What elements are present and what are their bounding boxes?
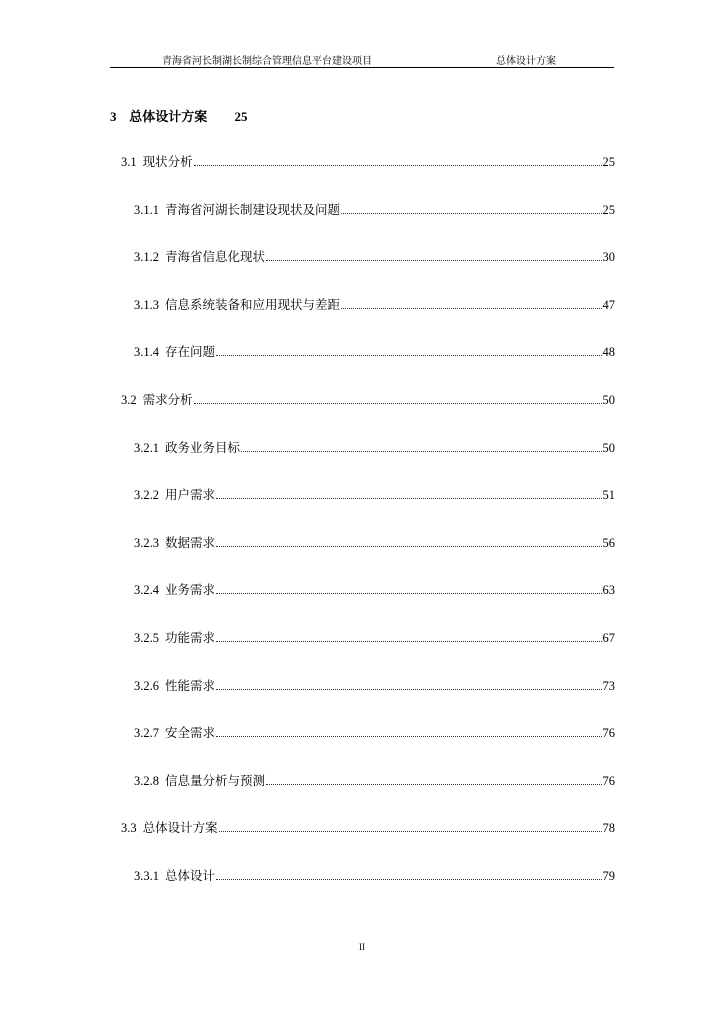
- toc-entry[interactable]: [134, 723, 615, 741]
- toc-entry-page: 73: [602, 678, 615, 693]
- toc-entry-title: 青海省河湖长制建设现状及问题: [165, 201, 341, 217]
- toc-entry-number: 3.1.3: [134, 297, 159, 312]
- toc-dot-leader: [341, 212, 601, 214]
- toc-dot-leader: [219, 830, 602, 832]
- toc-dot-leader: [216, 592, 601, 594]
- toc-entry[interactable]: [121, 152, 615, 170]
- toc-entry-page: 50: [602, 393, 615, 407]
- toc-entry-number: 3.1: [121, 155, 137, 169]
- toc-entry[interactable]: [121, 390, 615, 408]
- toc-entry-number: 3.2.1: [134, 440, 159, 455]
- toc-entry[interactable]: [121, 818, 615, 836]
- toc-entry[interactable]: [134, 342, 615, 360]
- toc-entry[interactable]: [134, 866, 615, 884]
- toc-entry-title: 需求分析: [142, 392, 193, 407]
- toc-entry-number: 3.2.6: [134, 678, 159, 693]
- toc-entry-page: 56: [602, 535, 615, 550]
- toc-entry-page: 79: [602, 869, 615, 883]
- toc-entry-page: 67: [602, 631, 615, 645]
- toc-entry[interactable]: [134, 295, 615, 313]
- toc-entry-title: 用户需求: [165, 487, 216, 503]
- toc-dot-leader: [241, 450, 601, 452]
- toc-entry-page: 50: [602, 440, 615, 455]
- toc-entry-title: 业务需求: [165, 582, 216, 598]
- toc-entry-number: 3.3: [121, 821, 137, 836]
- toc-entry-page: 78: [602, 821, 615, 836]
- toc-entry-number: 3.2.3: [134, 535, 159, 550]
- toc-entry[interactable]: [134, 580, 615, 598]
- chapter-page: 25: [234, 109, 248, 124]
- toc-entry-title: 信息量分析与预测: [165, 772, 266, 788]
- toc-entry-title: 信息系统装备和应用现状与差距: [165, 296, 341, 312]
- toc-chapter-heading[interactable]: [110, 106, 248, 125]
- toc-dot-leader: [216, 545, 601, 547]
- toc-entry[interactable]: [134, 628, 615, 646]
- toc-entry-number: 3.1.4: [134, 345, 159, 360]
- toc-entry-page: 25: [602, 155, 615, 169]
- toc-dot-leader: [216, 497, 601, 499]
- toc-entry-title: 现状分析: [142, 154, 193, 169]
- page-header: [110, 52, 614, 68]
- footer-page-number: II: [359, 942, 365, 952]
- toc-entry-title: 性能需求: [165, 677, 216, 693]
- toc-entry-page: 48: [602, 345, 615, 360]
- toc-entry-title: 数据需求: [165, 534, 216, 550]
- toc-dot-leader: [194, 402, 602, 404]
- toc-entry-number: 3.2.7: [134, 726, 159, 741]
- toc-entry-number: 3.3.1: [134, 869, 159, 883]
- toc-entry-number: 3.1.2: [134, 250, 159, 265]
- toc-entry-page: 47: [602, 297, 615, 312]
- toc-entry[interactable]: [134, 200, 615, 218]
- toc-entry-number: 3.2: [121, 393, 137, 407]
- toc-entry-page: 76: [602, 726, 615, 741]
- toc-entry-number: 3.2.2: [134, 488, 159, 503]
- toc-entry[interactable]: [134, 438, 615, 456]
- toc-entry-page: 76: [602, 773, 615, 788]
- toc-entry-page: 25: [602, 202, 615, 217]
- toc-entry-title: 安全需求: [165, 725, 216, 741]
- toc-entry-page: 30: [602, 250, 615, 265]
- toc-entry[interactable]: [134, 247, 615, 265]
- toc-dot-leader: [216, 688, 601, 690]
- toc-entry-title: 青海省信息化现状: [165, 249, 266, 265]
- toc-dot-leader: [266, 783, 601, 785]
- toc-entry[interactable]: [134, 485, 615, 503]
- chapter-title: 总体设计方案: [129, 109, 208, 124]
- toc-dot-leader: [266, 259, 601, 261]
- toc-dot-leader: [216, 640, 601, 642]
- chapter-number: 3: [110, 109, 117, 124]
- toc-dot-leader: [216, 878, 601, 880]
- toc-entry-title: 总体设计方案: [142, 820, 218, 836]
- toc-entry-page: 63: [602, 583, 615, 598]
- header-section-title: 总体设计方案: [496, 56, 556, 67]
- toc-entry-title: 总体设计: [165, 868, 216, 883]
- toc-entry-number: 3.2.4: [134, 583, 159, 598]
- toc-entry-title: 功能需求: [165, 630, 216, 645]
- toc-entry-title: 存在问题: [165, 344, 216, 360]
- toc-entry[interactable]: [134, 676, 615, 694]
- toc-dot-leader: [216, 735, 601, 737]
- toc-entry[interactable]: [134, 771, 615, 789]
- toc-entry-title: 政务业务目标: [165, 439, 241, 455]
- toc-dot-leader: [216, 354, 601, 356]
- toc-dot-leader: [341, 307, 601, 309]
- page-footer: [0, 942, 724, 952]
- toc-entry-number: 3.2.8: [134, 773, 159, 788]
- header-project-title: 青海省河长制湖长制综合管理信息平台建设项目: [162, 56, 372, 67]
- toc-entry[interactable]: [134, 533, 615, 551]
- toc-entry-number: 3.2.5: [134, 631, 159, 645]
- toc-entry-page: 51: [602, 488, 615, 503]
- toc-entry-number: 3.1.1: [134, 202, 159, 217]
- toc-dot-leader: [194, 164, 602, 166]
